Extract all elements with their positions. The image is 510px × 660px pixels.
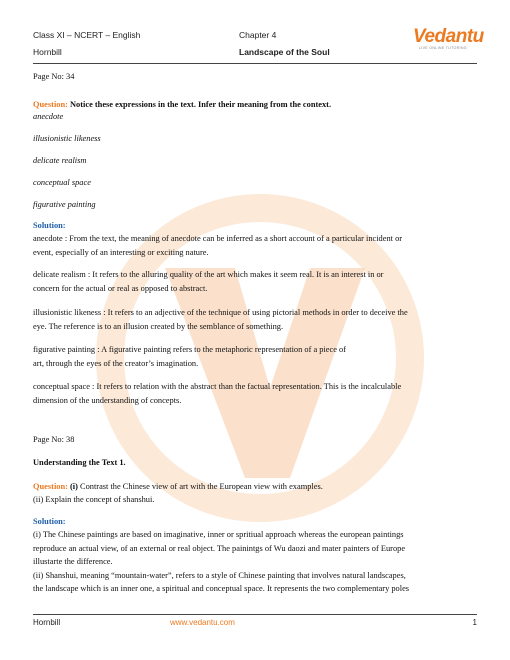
question-2 <box>33 480 323 493</box>
solution-line: conceptual space : It refers to relation with the abstract than the factual representation. This is the incalculable <box>33 382 402 391</box>
solution-line: anecdote : From the text, the meaning of anecdote can be inferred as a short account of a particular incident or <box>33 234 403 243</box>
solution-line: eye. The reference is to an illusion created by the semblance of something. <box>33 322 284 331</box>
question-label: Question: <box>33 100 68 109</box>
solution-line: event, especially of an interesting or exciting nature. <box>33 248 209 257</box>
page-header <box>33 26 484 64</box>
expression-item: anecdote <box>33 112 64 121</box>
solution-line: (ii) Shanshui, meaning “mountain-water”, refers to a style of Chinese painting that involves natural landscapes, <box>33 571 406 580</box>
expression-item: figurative painting <box>33 200 96 209</box>
solution-line: (i) The Chinese paintings are based on imaginative, inner or spritiual approach whereas the european paintings <box>33 530 404 539</box>
question-part-text: Contrast the Chinese view of art with the European view with examples. <box>80 482 323 491</box>
solution-line: art, through the eyes of the creator’s imagination. <box>33 359 199 368</box>
solution-line: figurative painting : A figurative painting refers to the metaphoric representation of a piece of <box>33 345 347 354</box>
logo-tagline: LIVE ONLINE TUTORING <box>419 46 467 50</box>
vedantu-logo <box>409 26 484 54</box>
chapter-label: Chapter 4 <box>239 30 277 40</box>
footer-divider <box>33 614 477 615</box>
solution-line: concern for the actual or real as opposed to abstract. <box>33 284 208 293</box>
solution-line: illustarte the difference. <box>33 557 113 566</box>
question-text: Notice these expressions in the text. Infer their meaning from the context. <box>70 100 332 109</box>
solution-line: delicate realism : It refers to the alluring quality of the art which makes it seem real. It is an interest in or <box>33 270 384 279</box>
book-label: Hornbill <box>33 47 62 57</box>
expression-item: conceptual space <box>33 178 91 187</box>
solution-line: illusionistic likeness : It refers to an adjective of the technique of using pictorial methods in order to deceive the <box>33 308 408 317</box>
solution-line: the landscape which is an inner one, a spiritual and conceptual space. It represents the two complementary poles <box>33 584 410 593</box>
footer-page-number: 1 <box>472 618 477 627</box>
header-divider <box>33 63 477 64</box>
question-label: Question: <box>33 482 68 491</box>
footer-website-link[interactable]: www.vedantu.com <box>170 618 235 627</box>
question-part-number: (i) <box>70 482 78 491</box>
question-part-2: (ii) Explain the concept of shanshui. <box>33 495 155 504</box>
chapter-title: Landscape of the Soul <box>239 47 330 57</box>
page-number-34: Page No: 34 <box>33 72 75 81</box>
logo-text: Vedantu <box>413 26 484 47</box>
section-title: Understanding the Text 1. <box>33 458 126 467</box>
solution-line: reproduce an actual view, of an external or real object. The painintgs of Wu daozi and mater painters of Europe <box>33 544 406 553</box>
footer-book: Hornbill <box>33 618 61 627</box>
expression-item: illusionistic likeness <box>33 134 101 143</box>
page-number-38: Page No: 38 <box>33 435 75 444</box>
solution-label: Solution: <box>33 221 66 230</box>
question-1 <box>33 98 331 111</box>
solution-line: dimension of the understanding of concepts. <box>33 396 182 405</box>
class-label: Class XI – NCERT – English <box>33 30 141 40</box>
expression-item: delicate realism <box>33 156 87 165</box>
page-footer <box>33 618 477 632</box>
solution-label: Solution: <box>33 517 66 526</box>
